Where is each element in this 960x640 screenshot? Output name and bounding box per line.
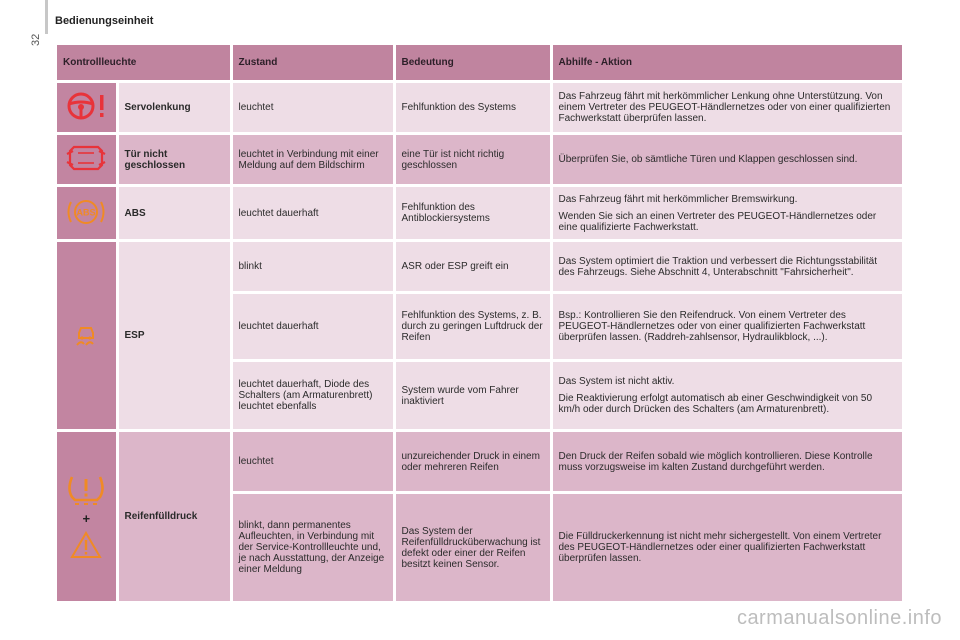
esp-skid-icon	[71, 319, 101, 349]
abhilfe-cell: Das Fahrzeug fährt mit herkömmlicher Lenkung ohne Unterstützung. Von einem Vertreter des PEUGEOT-Händlernetzes oder von einer qualifizierten Fachwerkstatt überprüfen lassen.	[551, 82, 903, 134]
margin-bar	[45, 0, 48, 34]
warning-name: Servolenkung	[117, 82, 231, 134]
abhilfe-cell: Den Druck der Reifen sobald wie möglich kontrollieren. Diese Kontrolle muss vorzugsweise im kalten Zustand durchgeführt werden.	[551, 431, 903, 493]
bedeutung-cell: Fehlfunktion des Antiblockiersystems	[394, 186, 551, 241]
abhilfe-cell: Die Fülldruckerkennung ist nicht mehr sichergestellt. Von einem Vertreter des PEUGEOT-Händlernetzes oder einer qualifizierten Fachwerkstatt überprüfen lassen.	[551, 493, 903, 603]
abhilfe-cell: Überprüfen Sie, ob sämtliche Türen und Klappen geschlossen sind.	[551, 134, 903, 186]
warning-name: Tür nicht geschlossen	[117, 134, 231, 186]
warning-lights-table	[57, 45, 905, 604]
table-row	[57, 134, 903, 186]
door-open-icon	[64, 143, 108, 173]
section-title: Bedienungseinheit	[55, 15, 154, 27]
zustand-cell: leuchtet	[231, 82, 394, 134]
icon-cell	[57, 134, 117, 186]
bedeutung-cell: eine Tür ist nicht richtig geschlossen	[394, 134, 551, 186]
warning-name: ABS	[117, 186, 231, 241]
abhilfe-cell: Das System optimiert die Traktion und verbessert die Richtungsstabilität des Fahrzeugs. Siehe Abschnitt 4, Unterabschnitt "Fahrsicherheit".	[551, 241, 903, 293]
bedeutung-cell: Das System der Reifenfülldrucküberwachung ist defekt oder einer der Reifen besitzt keinen Sensor.	[394, 493, 551, 603]
column-header-abhilfe: Abhilfe - Aktion	[551, 45, 903, 82]
abhilfe-cell	[551, 186, 903, 241]
plus-sign: +	[82, 511, 91, 526]
icon-cell	[57, 186, 117, 241]
table-row	[57, 82, 903, 134]
zustand-cell: leuchtet dauerhaft	[231, 186, 394, 241]
warning-name: Reifenfülldruck	[117, 431, 231, 603]
abs-icon-text: ABS	[76, 207, 96, 217]
abs-icon	[64, 197, 108, 227]
zustand-cell: leuchtet	[231, 431, 394, 493]
abhilfe-cell	[551, 361, 903, 431]
warning-name: ESP	[117, 241, 231, 431]
zustand-cell: leuchtet dauerhaft, Diode des Schalters (am Armaturenbrett) leuchtet ebenfalls	[231, 361, 394, 431]
tire-pressure-icon-group	[61, 473, 112, 560]
bedeutung-cell: Fehlfunktion des Systems, z. B. durch zu geringen Luftdruck der Reifen	[394, 293, 551, 361]
table-row	[57, 241, 903, 293]
abhilfe-text: Die Reaktivierung erfolgt automatisch ab einer Geschwindigkeit von 50 km/h oder durch Drücken des Schalters (am Armaturenbrett).	[558, 393, 873, 415]
abhilfe-text: Das System ist nicht aktiv.	[558, 376, 675, 387]
zustand-cell: blinkt	[231, 241, 394, 293]
steering-warning-icon	[64, 91, 108, 121]
column-header-zustand: Zustand	[231, 45, 394, 82]
zustand-cell: leuchtet dauerhaft	[231, 293, 394, 361]
icon-cell	[57, 431, 117, 603]
table-row	[57, 431, 903, 493]
bedeutung-cell: ASR oder ESP greift ein	[394, 241, 551, 293]
bedeutung-cell: unzureichender Druck in einem oder mehreren Reifen	[394, 431, 551, 493]
bedeutung-cell: System wurde vom Fahrer inaktiviert	[394, 361, 551, 431]
icon-cell	[57, 82, 117, 134]
bedeutung-cell: Fehlfunktion des Systems	[394, 82, 551, 134]
zustand-cell: blinkt, dann permanentes Aufleuchten, in Verbindung mit der Service-Kontrollleuchte und, je nach Ausstattung, der Anzeige einer Meldung	[231, 493, 394, 603]
service-warning-icon	[69, 530, 103, 560]
abhilfe-text: Wenden Sie sich an einen Vertreter des PEUGEOT-Händlernetzes oder eine qualifizierte Fachwerkstatt.	[558, 210, 877, 233]
column-header-bedeutung: Bedeutung	[394, 45, 551, 82]
page-number: 32	[30, 33, 42, 46]
tire-pressure-icon	[66, 473, 106, 507]
zustand-cell: leuchtet in Verbindung mit einer Meldung auf dem Bildschirm	[231, 134, 394, 186]
icon-cell	[57, 241, 117, 431]
abhilfe-cell: Bsp.: Kontrollieren Sie den Reifendruck. Von einem Vertreter des PEUGEOT-Händlernetzes oder von einer qualifizierten Fachwerkstatt überprüfen lassen. (Raddreh-zahlsensor, Hydraulikblock, ...).	[551, 293, 903, 361]
column-header-kontrollleuchte: Kontrollleuchte	[57, 45, 231, 82]
table-row	[57, 186, 903, 241]
watermark: carmanualsonline.info	[736, 607, 942, 629]
table-header-row	[57, 45, 903, 82]
abhilfe-text: Das Fahrzeug fährt mit herkömmlicher Bremswirkung.	[558, 193, 798, 205]
